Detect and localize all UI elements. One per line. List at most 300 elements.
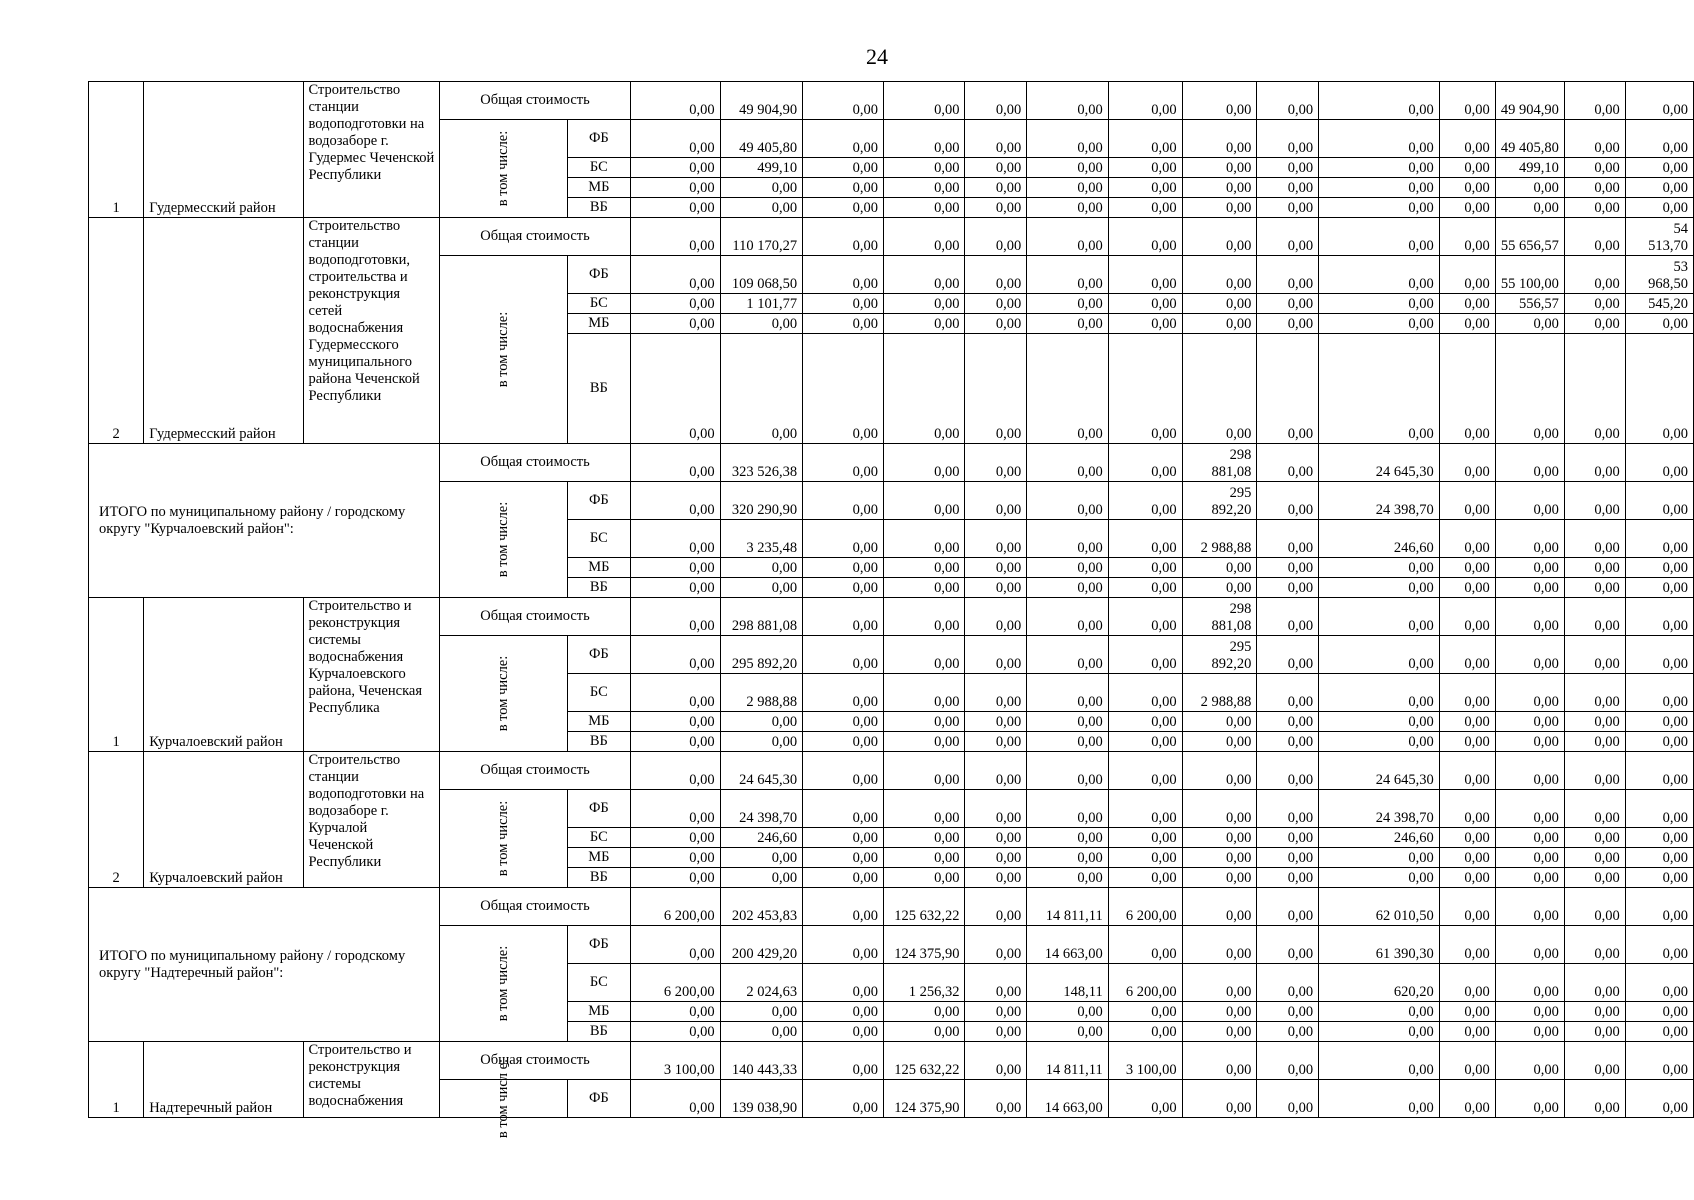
funding-type: ВБ: [568, 578, 631, 598]
value-cell: 0,00: [1439, 1022, 1495, 1042]
value-cell: 0,00: [1495, 1080, 1564, 1118]
value-cell: 0,00: [1439, 178, 1495, 198]
value-cell: 0,00: [1625, 712, 1693, 732]
value-cell: 0,00: [1027, 482, 1109, 520]
value-cell: 0,00: [1439, 1080, 1495, 1118]
value-cell: 0,00: [1439, 82, 1495, 120]
value-cell: 0,00: [803, 482, 884, 520]
funding-type: ВБ: [568, 868, 631, 888]
value-cell: 0,00: [803, 868, 884, 888]
value-cell: 0,00: [803, 598, 884, 636]
value-cell: 295 892,20: [1182, 636, 1257, 674]
value-cell: 202 453,83: [720, 888, 802, 926]
value-cell: 0,00: [1257, 888, 1319, 926]
funding-type: БС: [568, 158, 631, 178]
value-cell: 0,00: [1257, 178, 1319, 198]
value-cell: 0,00: [1257, 520, 1319, 558]
row-number: 1: [89, 598, 144, 752]
funding-type: МБ: [568, 712, 631, 732]
value-cell: 0,00: [803, 752, 884, 790]
value-cell: 0,00: [883, 848, 965, 868]
value-cell: 0,00: [1108, 218, 1182, 256]
value-cell: 0,00: [1108, 732, 1182, 752]
value-cell: 24 398,70: [1319, 790, 1440, 828]
value-cell: 0,00: [1108, 674, 1182, 712]
value-cell: 0,00: [883, 120, 965, 158]
value-cell: 0,00: [965, 520, 1027, 558]
district-name: Курчалоевский район: [144, 598, 303, 752]
value-cell: 0,00: [1439, 790, 1495, 828]
value-cell: 0,00: [1495, 732, 1564, 752]
value-cell: 0,00: [630, 848, 720, 868]
value-cell: 0,00: [630, 926, 720, 964]
value-cell: 0,00: [803, 636, 884, 674]
value-cell: 0,00: [1108, 158, 1182, 178]
value-cell: 0,00: [1439, 198, 1495, 218]
value-cell: 0,00: [1027, 828, 1109, 848]
value-cell: 0,00: [1564, 314, 1625, 334]
value-cell: 110 170,27: [720, 218, 802, 256]
value-cell: 499,10: [1495, 158, 1564, 178]
value-cell: 0,00: [1319, 256, 1440, 294]
value-cell: 0,00: [965, 674, 1027, 712]
row-number: 2: [89, 218, 144, 444]
value-cell: 0,00: [1108, 294, 1182, 314]
value-cell: 0,00: [1027, 752, 1109, 790]
value-cell: 298 881,08: [720, 598, 802, 636]
funding-type: МБ: [568, 1002, 631, 1022]
value-cell: 0,00: [1564, 1080, 1625, 1118]
table-row: [89, 888, 1694, 926]
project-name: Строительство станции водоподготовки на водозаборе г. Курчалой Чеченской Республики: [303, 752, 440, 888]
value-cell: 0,00: [883, 732, 965, 752]
including-label-text: в том числе:: [495, 655, 512, 732]
value-cell: 0,00: [1257, 256, 1319, 294]
value-cell: 53 968,50: [1625, 256, 1693, 294]
value-cell: 2 988,88: [1182, 674, 1257, 712]
value-cell: 0,00: [1439, 674, 1495, 712]
value-cell: 0,00: [630, 712, 720, 732]
value-cell: 0,00: [965, 482, 1027, 520]
project-name: Строительство и реконструкция системы водоснабжения: [303, 1042, 440, 1118]
value-cell: 0,00: [1257, 1002, 1319, 1022]
value-cell: 246,60: [720, 828, 802, 848]
value-cell: 0,00: [1257, 578, 1319, 598]
value-cell: 0,00: [720, 1002, 802, 1022]
value-cell: 0,00: [883, 314, 965, 334]
row-number: 1: [89, 1042, 144, 1118]
value-cell: 0,00: [965, 178, 1027, 198]
value-cell: 0,00: [803, 82, 884, 120]
value-cell: 0,00: [965, 848, 1027, 868]
value-cell: 0,00: [803, 1022, 884, 1042]
value-cell: 0,00: [1439, 1002, 1495, 1022]
value-cell: 0,00: [1495, 674, 1564, 712]
value-cell: 24 398,70: [720, 790, 802, 828]
value-cell: 0,00: [1625, 482, 1693, 520]
value-cell: 0,00: [1625, 1080, 1693, 1118]
value-cell: 0,00: [1182, 848, 1257, 868]
value-cell: 0,00: [1257, 752, 1319, 790]
value-cell: 0,00: [803, 334, 884, 444]
value-cell: 0,00: [1027, 314, 1109, 334]
value-cell: 0,00: [883, 1022, 965, 1042]
district-name: Надтеречный район: [144, 1042, 303, 1118]
value-cell: 49 904,90: [1495, 82, 1564, 120]
value-cell: 0,00: [1625, 790, 1693, 828]
value-cell: 0,00: [1495, 314, 1564, 334]
value-cell: 0,00: [883, 256, 965, 294]
value-cell: 0,00: [1625, 732, 1693, 752]
value-cell: 0,00: [883, 334, 965, 444]
value-cell: 0,00: [965, 636, 1027, 674]
value-cell: 14 663,00: [1027, 1080, 1109, 1118]
value-cell: 0,00: [883, 294, 965, 314]
funding-type: ФБ: [568, 790, 631, 828]
value-cell: 0,00: [630, 198, 720, 218]
value-cell: 0,00: [1319, 598, 1440, 636]
district-name: Гудермесский район: [144, 218, 303, 444]
value-cell: 0,00: [720, 198, 802, 218]
value-cell: 0,00: [1108, 178, 1182, 198]
value-cell: 0,00: [1625, 520, 1693, 558]
value-cell: 0,00: [1439, 1042, 1495, 1080]
value-cell: 0,00: [1564, 334, 1625, 444]
value-cell: 0,00: [1182, 868, 1257, 888]
value-cell: 1 256,32: [883, 964, 965, 1002]
value-cell: 0,00: [1257, 482, 1319, 520]
value-cell: 0,00: [1625, 120, 1693, 158]
value-cell: 140 443,33: [720, 1042, 802, 1080]
including-label: [440, 256, 568, 444]
value-cell: 0,00: [1439, 256, 1495, 294]
value-cell: 298 881,08: [1182, 444, 1257, 482]
project-name: Строительство станции водоподготовки на водозаборе г. Гудермес Чеченской Республики: [303, 82, 440, 218]
value-cell: 0,00: [1495, 598, 1564, 636]
value-cell: 0,00: [1257, 828, 1319, 848]
value-cell: 0,00: [1564, 636, 1625, 674]
value-cell: 0,00: [1439, 520, 1495, 558]
including-label-text: в том числе:: [495, 945, 512, 1022]
including-label-text: в том числ е:: [495, 1058, 512, 1139]
value-cell: 0,00: [1439, 444, 1495, 482]
value-cell: 0,00: [1319, 1002, 1440, 1022]
value-cell: 0,00: [1564, 218, 1625, 256]
value-cell: 0,00: [1564, 120, 1625, 158]
value-cell: 0,00: [630, 790, 720, 828]
budget-table: [88, 81, 1694, 1139]
value-cell: 0,00: [1182, 790, 1257, 828]
value-cell: 61 390,30: [1319, 926, 1440, 964]
value-cell: 0,00: [883, 482, 965, 520]
value-cell: 0,00: [1182, 558, 1257, 578]
value-cell: 0,00: [1182, 752, 1257, 790]
funding-type: ФБ: [568, 636, 631, 674]
including-label: [440, 636, 568, 752]
value-cell: 0,00: [1027, 790, 1109, 828]
section-total-title: ИТОГО по муниципальному району / городскому округу "Надтеречный район":: [89, 888, 440, 1042]
value-cell: 0,00: [803, 256, 884, 294]
value-cell: 0,00: [1564, 158, 1625, 178]
value-cell: 0,00: [1257, 82, 1319, 120]
including-label-text: в том числе:: [495, 311, 512, 388]
value-cell: 0,00: [630, 520, 720, 558]
value-cell: 0,00: [1319, 218, 1440, 256]
value-cell: 0,00: [965, 888, 1027, 926]
value-cell: 0,00: [1564, 964, 1625, 1002]
value-cell: 0,00: [1108, 636, 1182, 674]
table-row: [89, 752, 1694, 790]
value-cell: 3 100,00: [630, 1042, 720, 1080]
value-cell: 0,00: [630, 732, 720, 752]
section-total-title: ИТОГО по муниципальному району / городскому округу "Курчалоевский район":: [89, 444, 440, 598]
value-cell: 0,00: [1495, 888, 1564, 926]
value-cell: 0,00: [965, 752, 1027, 790]
value-cell: 0,00: [1625, 334, 1693, 444]
value-cell: 0,00: [1027, 674, 1109, 712]
value-cell: 0,00: [1027, 1002, 1109, 1022]
value-cell: 49 904,90: [720, 82, 802, 120]
value-cell: 0,00: [1108, 198, 1182, 218]
value-cell: 0,00: [1108, 752, 1182, 790]
value-cell: 0,00: [1439, 712, 1495, 732]
value-cell: 0,00: [883, 218, 965, 256]
value-cell: 0,00: [1625, 1042, 1693, 1080]
value-cell: 0,00: [1625, 828, 1693, 848]
value-cell: 0,00: [883, 578, 965, 598]
value-cell: 0,00: [1108, 1002, 1182, 1022]
value-cell: 14 663,00: [1027, 926, 1109, 964]
value-cell: 0,00: [720, 848, 802, 868]
value-cell: 0,00: [883, 868, 965, 888]
value-cell: 0,00: [1108, 444, 1182, 482]
value-cell: 0,00: [1257, 598, 1319, 636]
value-cell: 0,00: [1625, 178, 1693, 198]
including-label: [440, 790, 568, 888]
value-cell: 0,00: [1564, 598, 1625, 636]
value-cell: 0,00: [1495, 1002, 1564, 1022]
value-cell: 0,00: [720, 558, 802, 578]
value-cell: 0,00: [1182, 888, 1257, 926]
value-cell: 0,00: [965, 334, 1027, 444]
value-cell: 14 811,11: [1027, 888, 1109, 926]
value-cell: 0,00: [1564, 178, 1625, 198]
value-cell: 0,00: [1495, 482, 1564, 520]
value-cell: 246,60: [1319, 520, 1440, 558]
value-cell: 0,00: [1027, 178, 1109, 198]
value-cell: 0,00: [965, 964, 1027, 1002]
value-cell: 0,00: [1564, 558, 1625, 578]
value-cell: 0,00: [965, 314, 1027, 334]
value-cell: 0,00: [1027, 520, 1109, 558]
value-cell: 0,00: [965, 732, 1027, 752]
value-cell: 0,00: [1625, 444, 1693, 482]
value-cell: 0,00: [630, 444, 720, 482]
value-cell: 0,00: [1439, 752, 1495, 790]
value-cell: 0,00: [803, 790, 884, 828]
value-cell: 0,00: [1495, 868, 1564, 888]
value-cell: 0,00: [1495, 578, 1564, 598]
value-cell: 0,00: [803, 888, 884, 926]
total-cost-label: Общая стоимость: [440, 218, 630, 256]
value-cell: 0,00: [1495, 964, 1564, 1002]
value-cell: 0,00: [965, 926, 1027, 964]
value-cell: 0,00: [1027, 636, 1109, 674]
value-cell: 0,00: [1625, 674, 1693, 712]
value-cell: 0,00: [1625, 868, 1693, 888]
value-cell: 0,00: [1495, 828, 1564, 848]
value-cell: 0,00: [1495, 558, 1564, 578]
value-cell: 0,00: [1625, 578, 1693, 598]
value-cell: 0,00: [803, 1042, 884, 1080]
value-cell: 0,00: [720, 1022, 802, 1042]
total-cost-label: Общая стоимость: [440, 1042, 630, 1080]
value-cell: 0,00: [803, 926, 884, 964]
value-cell: 0,00: [1108, 120, 1182, 158]
value-cell: 6 200,00: [630, 964, 720, 1002]
value-cell: 0,00: [1625, 1022, 1693, 1042]
value-cell: 0,00: [965, 868, 1027, 888]
funding-type: МБ: [568, 848, 631, 868]
value-cell: 0,00: [803, 178, 884, 198]
funding-type: ФБ: [568, 256, 631, 294]
value-cell: 0,00: [1625, 636, 1693, 674]
value-cell: 0,00: [720, 732, 802, 752]
value-cell: 0,00: [1564, 674, 1625, 712]
value-cell: 0,00: [1495, 1022, 1564, 1042]
value-cell: 0,00: [883, 636, 965, 674]
value-cell: 0,00: [1257, 636, 1319, 674]
value-cell: 0,00: [1027, 598, 1109, 636]
value-cell: 0,00: [1625, 1002, 1693, 1022]
including-label-text: в том числе:: [495, 501, 512, 578]
value-cell: 0,00: [803, 294, 884, 314]
value-cell: 0,00: [1319, 314, 1440, 334]
value-cell: 0,00: [1495, 752, 1564, 790]
value-cell: 0,00: [1319, 1042, 1440, 1080]
value-cell: 0,00: [803, 828, 884, 848]
value-cell: 0,00: [1108, 790, 1182, 828]
value-cell: 0,00: [803, 520, 884, 558]
including-label: [440, 482, 568, 598]
value-cell: 246,60: [1319, 828, 1440, 848]
value-cell: 49 405,80: [720, 120, 802, 158]
value-cell: 0,00: [1495, 1042, 1564, 1080]
value-cell: 0,00: [1495, 712, 1564, 732]
value-cell: 0,00: [1564, 256, 1625, 294]
value-cell: 0,00: [1257, 314, 1319, 334]
value-cell: 0,00: [1439, 120, 1495, 158]
value-cell: 0,00: [720, 712, 802, 732]
including-label: [440, 926, 568, 1042]
value-cell: 0,00: [1182, 926, 1257, 964]
value-cell: 0,00: [1182, 828, 1257, 848]
total-cost-label: Общая стоимость: [440, 82, 630, 120]
value-cell: 0,00: [1439, 158, 1495, 178]
value-cell: 0,00: [1182, 964, 1257, 1002]
value-cell: 0,00: [1439, 732, 1495, 752]
value-cell: 0,00: [1182, 198, 1257, 218]
value-cell: 0,00: [883, 198, 965, 218]
value-cell: 0,00: [1027, 1022, 1109, 1042]
value-cell: 0,00: [1495, 198, 1564, 218]
value-cell: 0,00: [1564, 868, 1625, 888]
value-cell: 0,00: [1495, 636, 1564, 674]
total-cost-label: Общая стоимость: [440, 752, 630, 790]
value-cell: 0,00: [1108, 82, 1182, 120]
value-cell: 0,00: [803, 218, 884, 256]
value-cell: 0,00: [883, 674, 965, 712]
value-cell: 0,00: [1319, 636, 1440, 674]
value-cell: 0,00: [803, 1002, 884, 1022]
value-cell: 0,00: [1257, 926, 1319, 964]
value-cell: 0,00: [630, 294, 720, 314]
value-cell: 0,00: [965, 790, 1027, 828]
value-cell: 0,00: [630, 482, 720, 520]
value-cell: 0,00: [1564, 732, 1625, 752]
value-cell: 0,00: [1319, 712, 1440, 732]
value-cell: 0,00: [883, 178, 965, 198]
district-name: Гудермесский район: [144, 82, 303, 218]
value-cell: 0,00: [883, 444, 965, 482]
value-cell: 24 398,70: [1319, 482, 1440, 520]
value-cell: 0,00: [1319, 82, 1440, 120]
value-cell: 0,00: [1625, 964, 1693, 1002]
value-cell: 125 632,22: [883, 1042, 965, 1080]
value-cell: 0,00: [1319, 1080, 1440, 1118]
value-cell: 0,00: [1108, 848, 1182, 868]
value-cell: 0,00: [1625, 314, 1693, 334]
value-cell: 0,00: [630, 1080, 720, 1118]
value-cell: 0,00: [1319, 120, 1440, 158]
value-cell: 3 100,00: [1108, 1042, 1182, 1080]
value-cell: 0,00: [1027, 444, 1109, 482]
value-cell: 0,00: [1108, 828, 1182, 848]
value-cell: 0,00: [1319, 1022, 1440, 1042]
value-cell: 0,00: [1257, 120, 1319, 158]
value-cell: 0,00: [1625, 558, 1693, 578]
value-cell: 24 645,30: [720, 752, 802, 790]
value-cell: 0,00: [1439, 578, 1495, 598]
value-cell: 0,00: [1257, 674, 1319, 712]
value-cell: 0,00: [1495, 848, 1564, 868]
value-cell: 0,00: [630, 558, 720, 578]
value-cell: 62 010,50: [1319, 888, 1440, 926]
value-cell: 0,00: [803, 444, 884, 482]
value-cell: 0,00: [1625, 888, 1693, 926]
value-cell: 0,00: [1182, 1002, 1257, 1022]
funding-type: ВБ: [568, 198, 631, 218]
value-cell: 55 100,00: [1495, 256, 1564, 294]
value-cell: 0,00: [1439, 334, 1495, 444]
value-cell: 0,00: [1182, 712, 1257, 732]
value-cell: 0,00: [965, 578, 1027, 598]
value-cell: 0,00: [720, 868, 802, 888]
value-cell: 0,00: [1495, 926, 1564, 964]
value-cell: 0,00: [1564, 198, 1625, 218]
value-cell: 0,00: [1182, 1080, 1257, 1118]
value-cell: 0,00: [1439, 314, 1495, 334]
value-cell: 0,00: [1564, 82, 1625, 120]
value-cell: 3 235,48: [720, 520, 802, 558]
funding-type: БС: [568, 828, 631, 848]
value-cell: 0,00: [1439, 598, 1495, 636]
value-cell: 0,00: [630, 636, 720, 674]
value-cell: 0,00: [1564, 888, 1625, 926]
value-cell: 139 038,90: [720, 1080, 802, 1118]
value-cell: 545,20: [1625, 294, 1693, 314]
value-cell: 0,00: [883, 712, 965, 732]
